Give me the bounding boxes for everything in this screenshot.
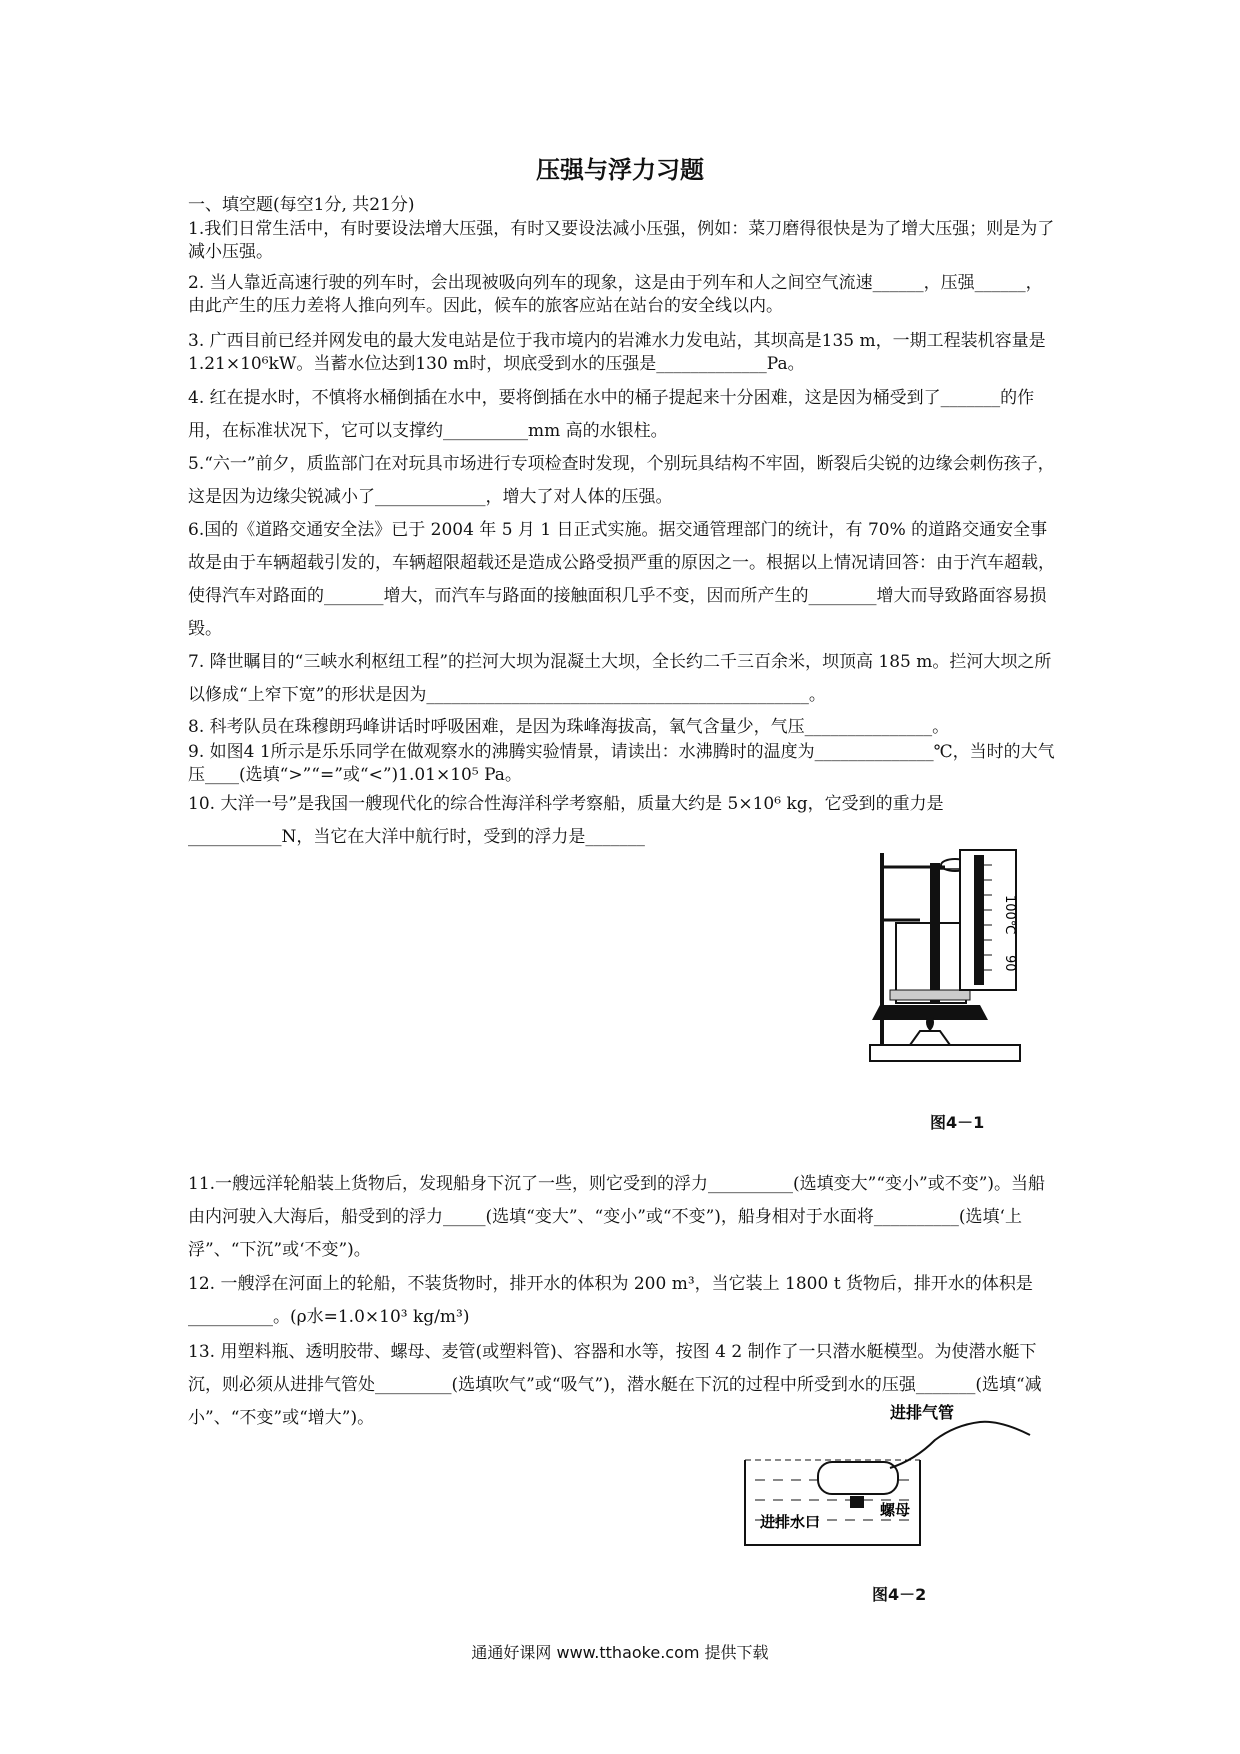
apparatus-base — [870, 1045, 1020, 1061]
thermometer-label-100: 100℃ — [1002, 895, 1017, 935]
footer: 通通好课网 www.tthaoke.com 提供下载 — [471, 1643, 769, 1662]
question-7: 7. 降世瞩目的“三峡水利枢纽工程”的拦河大坝为混凝土大坝，全长约二千三百余米，坝顶高 185 m。拦河大坝之所以修成“上窄下宽”的形状是因为_____________________________________________。 — [188, 652, 1052, 705]
question-2: 2. 当人靠近高速行驶的列车时，会出现被吸向列车的现象，这是由于列车和人之间空气流速______，压强______，由此产生的压力差将人推向列车。因此，候车的旅客应站在站台的安全线以内。 — [188, 273, 1043, 316]
question-4: 4. 红在提水时，不慎将水桶倒插在水中，要将倒插在水中的桶子提起来十分困难，这是因为桶受到了_______的作用，在标准状况下，它可以支撑约__________mm 高的水银柱。 — [188, 388, 1035, 441]
question-13: 13. 用塑料瓶、透明胶带、螺母、麦管(或塑料管)、容器和水等，按图 4 2 制作了一只潜水艇模型。为使潜水艇下沉，则必须从进排气管处_________(选填吹气”或“吸气”)，潜水艇在下沉的过程中所受到水的压强_______(选填“减小”、“不变”或“增大”)。 — [188, 1342, 1042, 1428]
page-title: 压强与浮力习题 — [536, 156, 704, 184]
question-12: 12. 一艘浮在河面上的轮船，不装货物时，排开水的体积为 200 m³，当它装上 1800 t 货物后，排开水的体积是__________。(ρ水=1.0×10³ kg/m³) — [188, 1274, 1033, 1327]
figure-boiling-apparatus — [860, 845, 1060, 1075]
figure-2-label: 图4－2 — [872, 1585, 927, 1604]
burner — [910, 1031, 950, 1045]
section-heading: 一、填空题(每空1分, 共21分) — [188, 195, 415, 215]
thermometer-label-90: 90 — [1002, 955, 1017, 972]
inlet-label: 进排水口 — [760, 1513, 821, 1531]
figure-1-label: 图4－1 — [930, 1113, 985, 1132]
question-6: 6.国的《道路交通安全法》已于 2004 年 5 月 1 日正式实施。据交通管理部门的统计，有 70% 的道路交通安全事故是由于车辆超载引发的，车辆超限超载还是造成公路受损严重的原因之一。根据以上情况请回答：由于汽车超载，使得汽车对路面的_______增大，而汽车与路面的接触面积几乎不变，因而所产生的________增大而导致路面容易损毁。 — [188, 520, 1055, 639]
question-11: 11.一艘远洋轮船装上货物后，发现船身下沉了一些，则它受到的浮力__________(选填变大”“变小”或不变”)。当船由内河驶入大海后，船受到的浮力_____(选填“变大”、“变小”或“不变”)，船身相对于水面将__________(选填‘上浮”、“下沉”或‘不变”)。 — [188, 1174, 1046, 1260]
figure-submarine-model — [740, 1403, 1040, 1560]
thermometer — [930, 863, 940, 1003]
nut-label: 螺母 — [880, 1501, 911, 1519]
question-10: 10. 大洋一号”是我国一艘现代化的综合性海洋科学考察船，质量大约是 5×10⁶ kg，它受到的重力是___________N，当它在大洋中航行时，受到的浮力是_______ — [188, 794, 944, 847]
nut — [850, 1496, 864, 1508]
question-8: 8. 科考队员在珠穆朗玛峰讲话时呼吸困难，是因为珠峰海拔高，氧气含量少，气压_______________。 — [188, 717, 950, 737]
air-tube — [890, 1422, 1030, 1468]
question-5: 5.“六一”前夕，质监部门在对玩具市场进行专项检查时发现，个别玩具结构不牢固，断裂后尖锐的边缘会刺伤孩子，这是因为边缘尖锐减小了_____________，增大了对人体的压强。 — [188, 454, 1055, 507]
question-9: 9. 如图4 1所示是乐乐同学在做观察水的沸腾实验情景，请读出：水沸腾时的温度为______________℃，当时的大气压____(选填“>”“=”或“<”)1.01×10⁵ Pa。 — [188, 742, 1055, 785]
question-1: 1.我们日常生活中，有时要设法增大压强，有时又要设法减小压强，例如：菜刀磨得很快是为了增大压强；则是为了减小压强。 — [188, 219, 1055, 262]
question-3: 3. 广西目前已经并网发电的最大发电站是位于我市境内的岩滩水力发电站，其坝高是135 m，一期工程装机容量是1.21×10⁶kW。当蓄水位达到130 m时，坝底受到水的压强是_____________Pa。 — [188, 331, 1046, 374]
bottle — [818, 1462, 898, 1494]
tube-label: 进排气管 — [890, 1403, 955, 1422]
